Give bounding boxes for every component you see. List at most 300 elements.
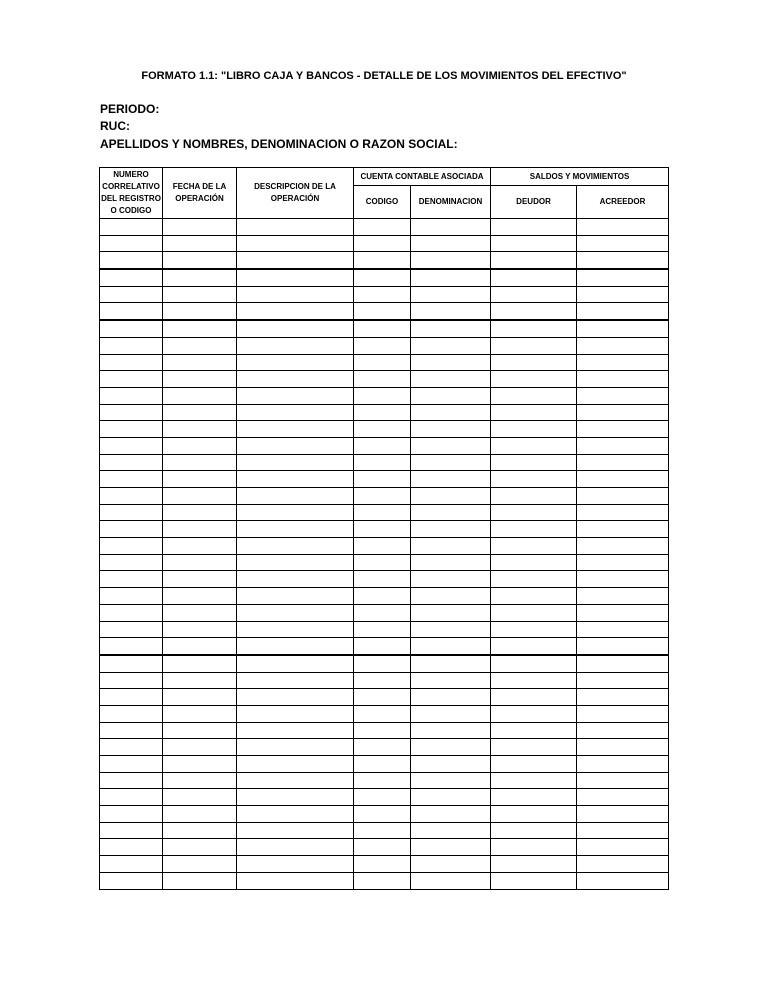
- header-denominacion: DENOMINACION: [411, 186, 491, 219]
- cell-codigo: [354, 454, 411, 471]
- header-numero-correlativo: NUMERO CORRELATIVO DEL REGISTRO O CODIGO: [100, 168, 163, 219]
- cell-codigo: [354, 303, 411, 320]
- cell-codigo: [354, 404, 411, 421]
- cell-numero: [100, 504, 163, 521]
- cell-deudor: [491, 689, 577, 706]
- table-row: [100, 488, 669, 505]
- cell-denominacion: [411, 421, 491, 438]
- cell-acreedor: [577, 471, 669, 488]
- cell-descripcion: [237, 638, 354, 655]
- table-row: [100, 655, 669, 672]
- cell-numero: [100, 672, 163, 689]
- cell-numero: [100, 772, 163, 789]
- cell-acreedor: [577, 354, 669, 371]
- cell-fecha: [163, 554, 237, 571]
- cell-descripcion: [237, 219, 354, 236]
- cell-denominacion: [411, 404, 491, 421]
- cell-numero: [100, 571, 163, 588]
- cell-acreedor: [577, 387, 669, 404]
- cell-deudor: [491, 437, 577, 454]
- cell-fecha: [163, 371, 237, 388]
- cell-descripcion: [237, 655, 354, 672]
- table-row: [100, 337, 669, 354]
- table-row: [100, 772, 669, 789]
- cell-deudor: [491, 421, 577, 438]
- cell-descripcion: [237, 772, 354, 789]
- cell-acreedor: [577, 756, 669, 773]
- cell-descripcion: [237, 856, 354, 873]
- table-row: [100, 219, 669, 236]
- cell-deudor: [491, 404, 577, 421]
- cell-numero: [100, 371, 163, 388]
- cell-codigo: [354, 538, 411, 555]
- table-row: [100, 354, 669, 371]
- cell-codigo: [354, 337, 411, 354]
- periodo-label: PERIODO:: [100, 102, 160, 116]
- document-title: FORMATO 1.1: "LIBRO CAJA Y BANCOS - DETALLE DE LOS MOVIMIENTOS DEL EFECTIVO": [141, 70, 627, 82]
- cell-denominacion: [411, 705, 491, 722]
- cell-descripcion: [237, 421, 354, 438]
- table-row: [100, 722, 669, 739]
- cell-descripcion: [237, 672, 354, 689]
- cell-descripcion: [237, 588, 354, 605]
- cell-deudor: [491, 471, 577, 488]
- cell-fecha: [163, 705, 237, 722]
- table-row: [100, 806, 669, 823]
- cell-codigo: [354, 638, 411, 655]
- cell-fecha: [163, 672, 237, 689]
- cell-denominacion: [411, 554, 491, 571]
- cell-fecha: [163, 320, 237, 337]
- cell-numero: [100, 872, 163, 889]
- cell-codigo: [354, 739, 411, 756]
- cell-numero: [100, 387, 163, 404]
- table-row: [100, 856, 669, 873]
- cell-descripcion: [237, 387, 354, 404]
- table-row: [100, 252, 669, 269]
- table-row: [100, 286, 669, 303]
- cell-denominacion: [411, 638, 491, 655]
- cell-fecha: [163, 286, 237, 303]
- cell-deudor: [491, 454, 577, 471]
- cell-numero: [100, 822, 163, 839]
- cell-acreedor: [577, 722, 669, 739]
- table-row: [100, 756, 669, 773]
- cell-codigo: [354, 722, 411, 739]
- cell-codigo: [354, 437, 411, 454]
- cell-codigo: [354, 772, 411, 789]
- cell-fecha: [163, 387, 237, 404]
- cell-codigo: [354, 504, 411, 521]
- table-row: [100, 235, 669, 252]
- cell-numero: [100, 689, 163, 706]
- cell-acreedor: [577, 269, 669, 286]
- cell-numero: [100, 789, 163, 806]
- cell-fecha: [163, 354, 237, 371]
- cell-fecha: [163, 521, 237, 538]
- table-row: [100, 822, 669, 839]
- cell-descripcion: [237, 739, 354, 756]
- cell-fecha: [163, 269, 237, 286]
- cell-numero: [100, 739, 163, 756]
- cell-fecha: [163, 404, 237, 421]
- table-row: [100, 689, 669, 706]
- cell-codigo: [354, 387, 411, 404]
- cell-codigo: [354, 756, 411, 773]
- cell-acreedor: [577, 705, 669, 722]
- cell-numero: [100, 638, 163, 655]
- header-acreedor: ACREEDOR: [577, 186, 669, 219]
- cell-fecha: [163, 604, 237, 621]
- cell-descripcion: [237, 488, 354, 505]
- cell-fecha: [163, 621, 237, 638]
- cell-acreedor: [577, 504, 669, 521]
- cell-numero: [100, 437, 163, 454]
- table-row: [100, 320, 669, 337]
- cell-fecha: [163, 471, 237, 488]
- cell-codigo: [354, 789, 411, 806]
- cell-acreedor: [577, 538, 669, 555]
- cell-deudor: [491, 269, 577, 286]
- table-row: [100, 387, 669, 404]
- cell-denominacion: [411, 371, 491, 388]
- cell-denominacion: [411, 337, 491, 354]
- cell-fecha: [163, 872, 237, 889]
- cell-acreedor: [577, 672, 669, 689]
- cell-descripcion: [237, 822, 354, 839]
- header-deudor: DEUDOR: [491, 186, 577, 219]
- cell-denominacion: [411, 588, 491, 605]
- cell-fecha: [163, 337, 237, 354]
- cell-deudor: [491, 672, 577, 689]
- cell-deudor: [491, 655, 577, 672]
- cell-denominacion: [411, 789, 491, 806]
- cell-fecha: [163, 856, 237, 873]
- cell-deudor: [491, 504, 577, 521]
- table-row: [100, 504, 669, 521]
- table-row: [100, 839, 669, 856]
- cell-acreedor: [577, 689, 669, 706]
- cell-denominacion: [411, 822, 491, 839]
- cell-fecha: [163, 488, 237, 505]
- cell-descripcion: [237, 789, 354, 806]
- cell-acreedor: [577, 588, 669, 605]
- cell-numero: [100, 488, 163, 505]
- table-row: [100, 588, 669, 605]
- cell-codigo: [354, 604, 411, 621]
- cell-numero: [100, 269, 163, 286]
- cell-acreedor: [577, 404, 669, 421]
- cell-deudor: [491, 806, 577, 823]
- cell-codigo: [354, 872, 411, 889]
- cell-fecha: [163, 303, 237, 320]
- table-row: [100, 471, 669, 488]
- cell-numero: [100, 588, 163, 605]
- table-row: [100, 604, 669, 621]
- cell-codigo: [354, 655, 411, 672]
- cell-fecha: [163, 571, 237, 588]
- cell-numero: [100, 538, 163, 555]
- cell-denominacion: [411, 471, 491, 488]
- table-row: [100, 872, 669, 889]
- ledger-body: [100, 219, 669, 890]
- cell-numero: [100, 354, 163, 371]
- cell-deudor: [491, 538, 577, 555]
- table-row: [100, 621, 669, 638]
- cell-acreedor: [577, 554, 669, 571]
- cell-acreedor: [577, 421, 669, 438]
- cell-denominacion: [411, 538, 491, 555]
- cell-denominacion: [411, 604, 491, 621]
- cell-acreedor: [577, 286, 669, 303]
- cell-denominacion: [411, 235, 491, 252]
- cell-numero: [100, 655, 163, 672]
- cell-deudor: [491, 705, 577, 722]
- cell-deudor: [491, 722, 577, 739]
- cell-codigo: [354, 689, 411, 706]
- cell-fecha: [163, 756, 237, 773]
- cell-deudor: [491, 488, 577, 505]
- cell-acreedor: [577, 638, 669, 655]
- cell-descripcion: [237, 504, 354, 521]
- cell-descripcion: [237, 604, 354, 621]
- cell-denominacion: [411, 454, 491, 471]
- cell-deudor: [491, 621, 577, 638]
- cell-descripcion: [237, 371, 354, 388]
- cell-acreedor: [577, 655, 669, 672]
- cell-numero: [100, 554, 163, 571]
- cell-descripcion: [237, 722, 354, 739]
- cell-denominacion: [411, 655, 491, 672]
- cell-fecha: [163, 504, 237, 521]
- cell-fecha: [163, 421, 237, 438]
- cell-descripcion: [237, 354, 354, 371]
- cell-fecha: [163, 772, 237, 789]
- cell-fecha: [163, 538, 237, 555]
- cell-acreedor: [577, 806, 669, 823]
- cell-denominacion: [411, 856, 491, 873]
- cell-fecha: [163, 739, 237, 756]
- cell-deudor: [491, 219, 577, 236]
- cell-deudor: [491, 772, 577, 789]
- cell-deudor: [491, 235, 577, 252]
- cell-deudor: [491, 387, 577, 404]
- cell-numero: [100, 235, 163, 252]
- cell-acreedor: [577, 337, 669, 354]
- cell-codigo: [354, 252, 411, 269]
- cell-acreedor: [577, 303, 669, 320]
- cell-deudor: [491, 872, 577, 889]
- cell-codigo: [354, 822, 411, 839]
- cell-deudor: [491, 371, 577, 388]
- cell-denominacion: [411, 571, 491, 588]
- cell-numero: [100, 722, 163, 739]
- cell-denominacion: [411, 689, 491, 706]
- table-row: [100, 638, 669, 655]
- cell-descripcion: [237, 269, 354, 286]
- header-fecha-operacion: FECHA DE LA OPERACIÓN: [163, 168, 237, 219]
- cell-codigo: [354, 269, 411, 286]
- cell-acreedor: [577, 252, 669, 269]
- cell-denominacion: [411, 521, 491, 538]
- cell-numero: [100, 621, 163, 638]
- cell-codigo: [354, 672, 411, 689]
- cell-codigo: [354, 471, 411, 488]
- cell-descripcion: [237, 538, 354, 555]
- cell-deudor: [491, 337, 577, 354]
- table-row: [100, 672, 669, 689]
- cell-codigo: [354, 320, 411, 337]
- cell-numero: [100, 806, 163, 823]
- cell-codigo: [354, 488, 411, 505]
- cell-numero: [100, 320, 163, 337]
- cell-codigo: [354, 371, 411, 388]
- nombres-label: APELLIDOS Y NOMBRES, DENOMINACION O RAZON SOCIAL:: [100, 137, 458, 151]
- cell-codigo: [354, 806, 411, 823]
- cell-denominacion: [411, 387, 491, 404]
- cell-numero: [100, 303, 163, 320]
- cell-denominacion: [411, 252, 491, 269]
- cell-denominacion: [411, 772, 491, 789]
- cell-fecha: [163, 235, 237, 252]
- cell-deudor: [491, 789, 577, 806]
- cell-deudor: [491, 303, 577, 320]
- table-row: [100, 789, 669, 806]
- cell-acreedor: [577, 454, 669, 471]
- cell-fecha: [163, 655, 237, 672]
- cell-acreedor: [577, 822, 669, 839]
- cell-numero: [100, 471, 163, 488]
- ruc-label: RUC:: [100, 119, 130, 133]
- cell-acreedor: [577, 839, 669, 856]
- cell-denominacion: [411, 806, 491, 823]
- cell-denominacion: [411, 672, 491, 689]
- cell-denominacion: [411, 354, 491, 371]
- cell-codigo: [354, 235, 411, 252]
- cell-descripcion: [237, 404, 354, 421]
- cell-numero: [100, 404, 163, 421]
- table-row: [100, 269, 669, 286]
- cell-acreedor: [577, 604, 669, 621]
- cell-codigo: [354, 621, 411, 638]
- table-row: [100, 303, 669, 320]
- cell-acreedor: [577, 856, 669, 873]
- table-row: [100, 538, 669, 555]
- cell-fecha: [163, 722, 237, 739]
- cell-fecha: [163, 638, 237, 655]
- cell-codigo: [354, 286, 411, 303]
- cell-deudor: [491, 252, 577, 269]
- cell-fecha: [163, 252, 237, 269]
- cell-codigo: [354, 421, 411, 438]
- cell-deudor: [491, 739, 577, 756]
- cell-codigo: [354, 554, 411, 571]
- cell-denominacion: [411, 269, 491, 286]
- cell-codigo: [354, 219, 411, 236]
- cell-acreedor: [577, 521, 669, 538]
- cell-numero: [100, 705, 163, 722]
- cell-descripcion: [237, 689, 354, 706]
- cell-descripcion: [237, 454, 354, 471]
- cell-deudor: [491, 521, 577, 538]
- cell-denominacion: [411, 504, 491, 521]
- ledger-table: [99, 167, 669, 890]
- cell-numero: [100, 454, 163, 471]
- table-row: [100, 421, 669, 438]
- table-row: [100, 739, 669, 756]
- cell-deudor: [491, 320, 577, 337]
- cell-deudor: [491, 588, 577, 605]
- cell-denominacion: [411, 739, 491, 756]
- cell-numero: [100, 521, 163, 538]
- cell-codigo: [354, 839, 411, 856]
- cell-denominacion: [411, 286, 491, 303]
- header-codigo: CODIGO: [354, 186, 411, 219]
- cell-fecha: [163, 588, 237, 605]
- cell-denominacion: [411, 756, 491, 773]
- cell-numero: [100, 839, 163, 856]
- cell-fecha: [163, 839, 237, 856]
- cell-descripcion: [237, 571, 354, 588]
- cell-numero: [100, 337, 163, 354]
- cell-deudor: [491, 856, 577, 873]
- cell-acreedor: [577, 772, 669, 789]
- header-descripcion-operacion: DESCRIPCION DE LA OPERACIÓN: [237, 168, 354, 219]
- cell-descripcion: [237, 705, 354, 722]
- cell-fecha: [163, 454, 237, 471]
- cell-acreedor: [577, 571, 669, 588]
- cell-deudor: [491, 554, 577, 571]
- cell-numero: [100, 756, 163, 773]
- cell-denominacion: [411, 722, 491, 739]
- cell-descripcion: [237, 252, 354, 269]
- cell-descripcion: [237, 235, 354, 252]
- cell-numero: [100, 856, 163, 873]
- cell-fecha: [163, 789, 237, 806]
- cell-deudor: [491, 638, 577, 655]
- cell-acreedor: [577, 320, 669, 337]
- cell-descripcion: [237, 806, 354, 823]
- cell-acreedor: [577, 739, 669, 756]
- cell-denominacion: [411, 839, 491, 856]
- cell-descripcion: [237, 839, 354, 856]
- table-row: [100, 521, 669, 538]
- cell-codigo: [354, 571, 411, 588]
- cell-descripcion: [237, 303, 354, 320]
- cell-fecha: [163, 806, 237, 823]
- cell-codigo: [354, 856, 411, 873]
- cell-denominacion: [411, 437, 491, 454]
- cell-acreedor: [577, 219, 669, 236]
- table-row: [100, 454, 669, 471]
- cell-denominacion: [411, 872, 491, 889]
- cell-descripcion: [237, 554, 354, 571]
- cell-acreedor: [577, 371, 669, 388]
- cell-deudor: [491, 286, 577, 303]
- cell-acreedor: [577, 789, 669, 806]
- cell-codigo: [354, 588, 411, 605]
- cell-codigo: [354, 521, 411, 538]
- cell-acreedor: [577, 437, 669, 454]
- header-saldos-movimientos: SALDOS Y MOVIMIENTOS: [491, 168, 669, 186]
- cell-fecha: [163, 219, 237, 236]
- cell-descripcion: [237, 320, 354, 337]
- cell-acreedor: [577, 488, 669, 505]
- cell-deudor: [491, 604, 577, 621]
- cell-denominacion: [411, 488, 491, 505]
- cell-denominacion: [411, 320, 491, 337]
- cell-deudor: [491, 756, 577, 773]
